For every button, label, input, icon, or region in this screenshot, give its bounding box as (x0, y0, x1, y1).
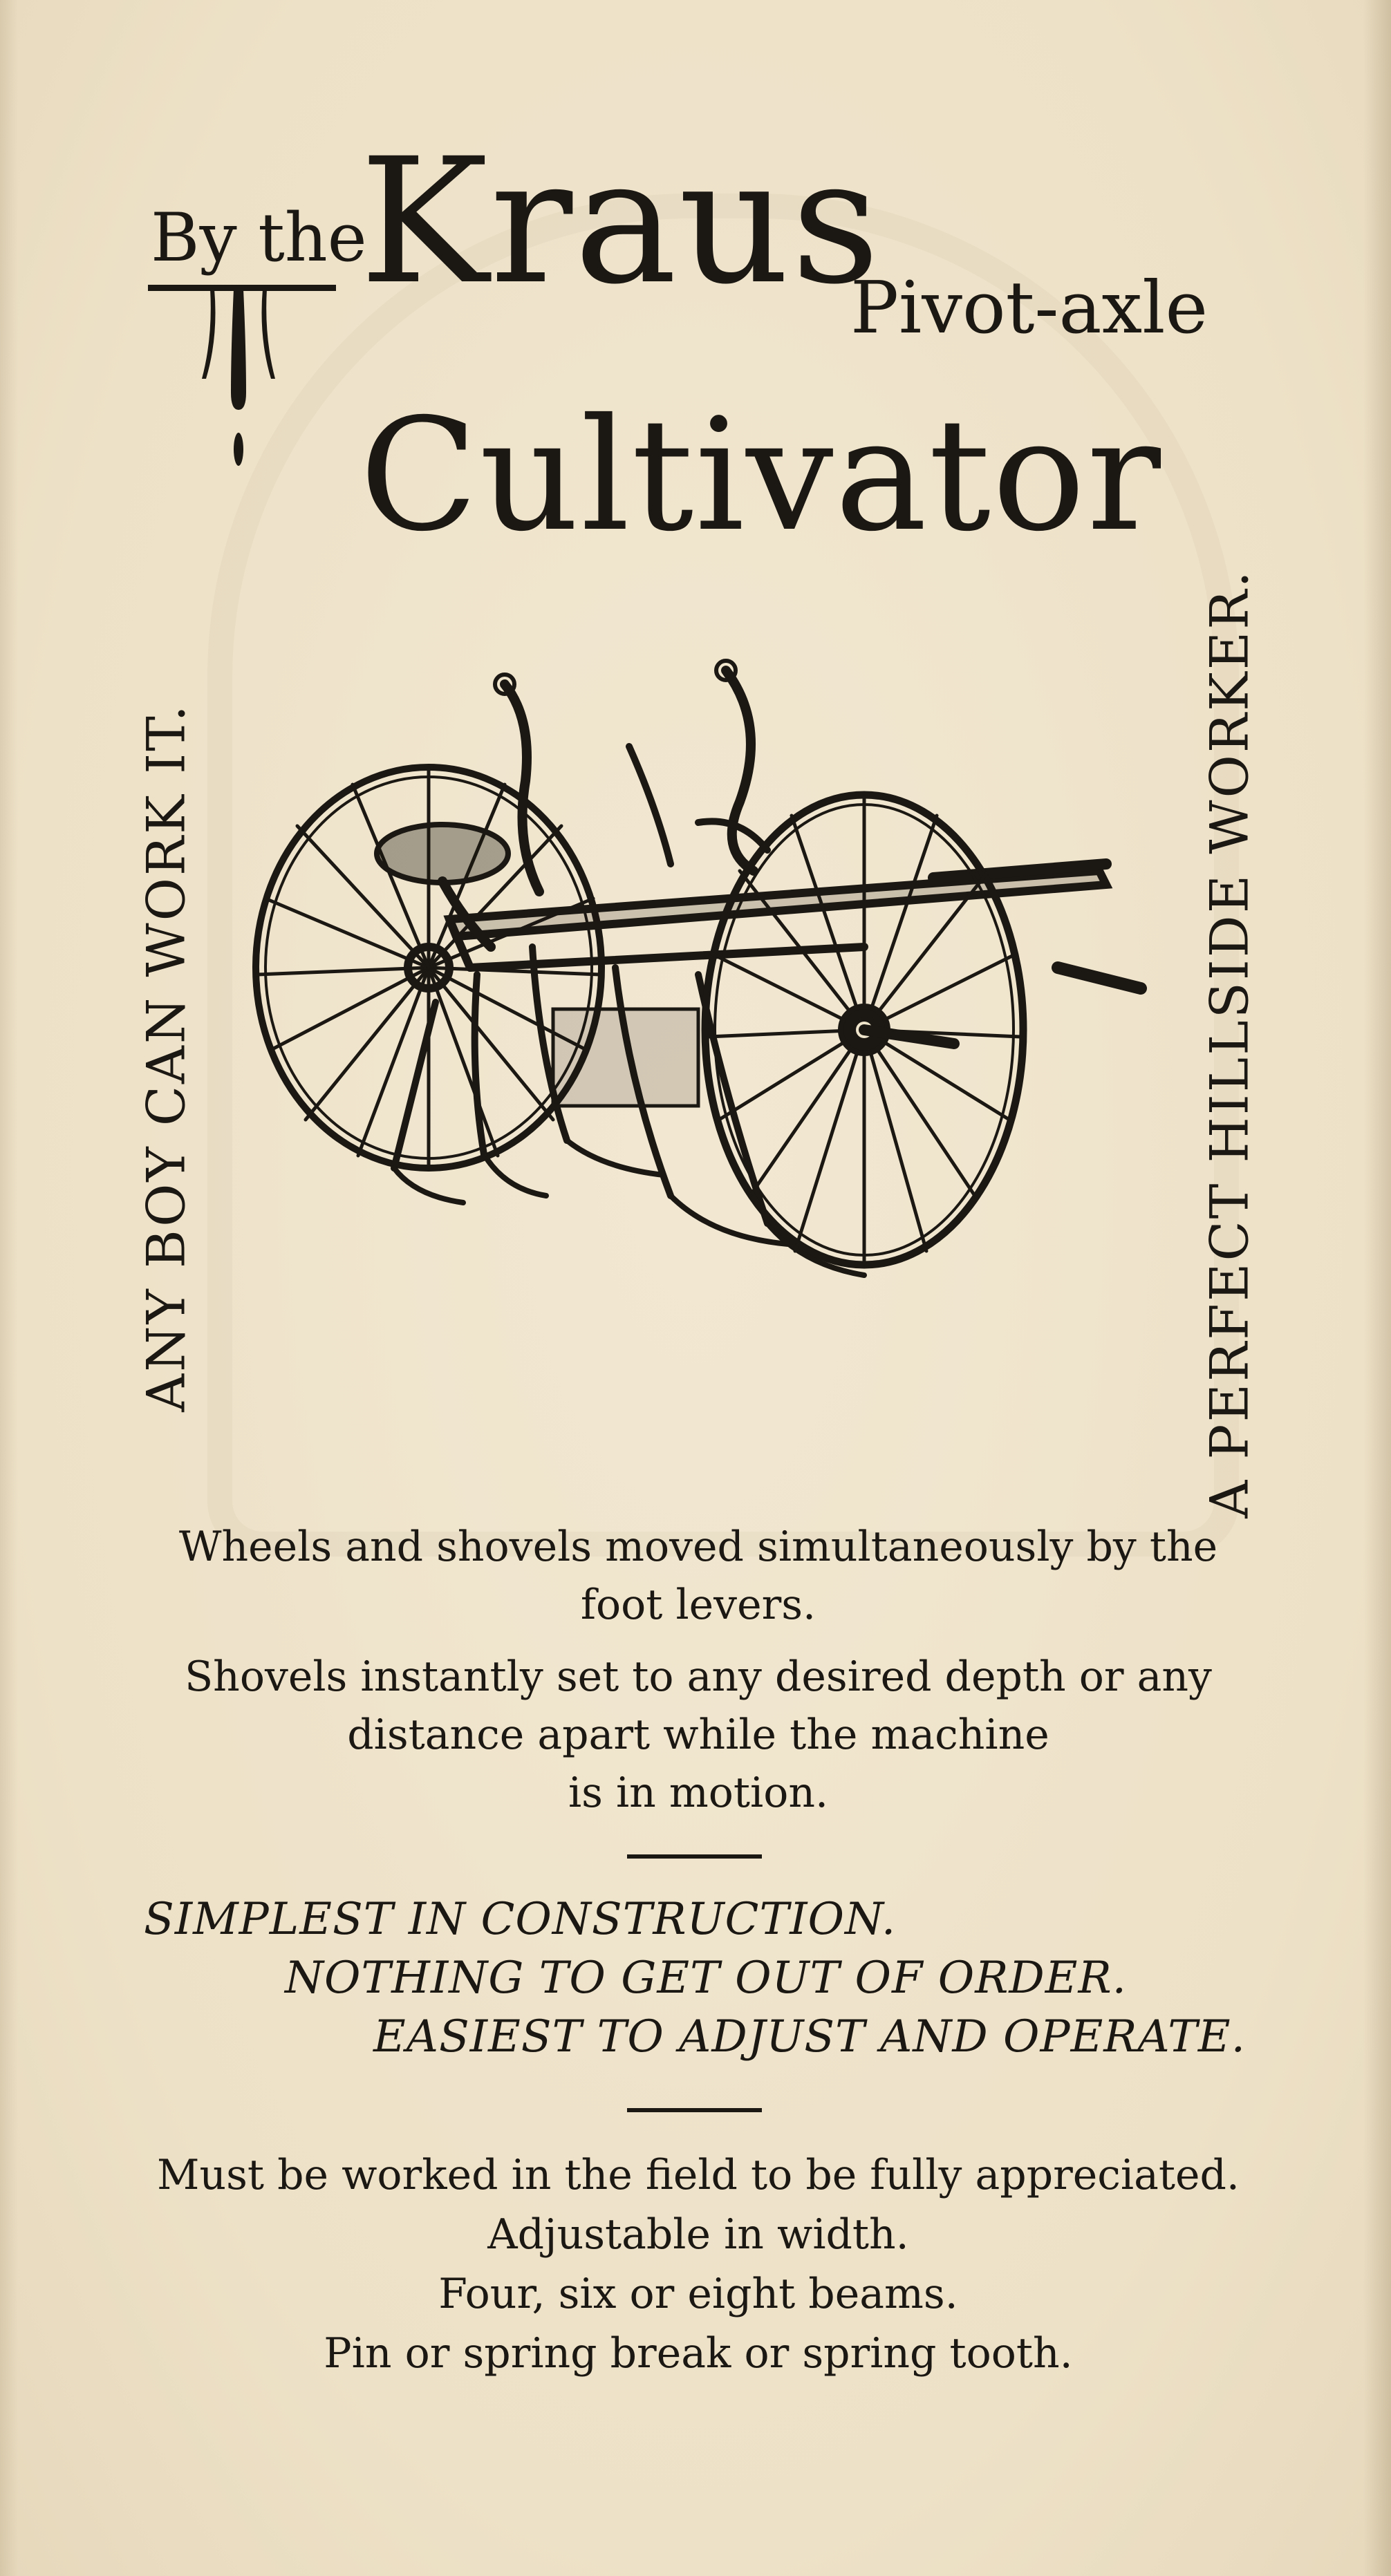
front-wheel-icon (705, 795, 1023, 1265)
heading-brand: Kraus (360, 121, 881, 322)
description-line: foot levers. (580, 1581, 816, 1629)
feature-line: Pin or spring break or spring tooth. (324, 2329, 1073, 2378)
description-paragraph-1 (138, 1518, 1258, 1634)
heading-product: Cultivator (360, 385, 1162, 565)
description-line: Wheels and shovels moved simultaneously by the (178, 1523, 1218, 1571)
description-line: Shovels instantly set to any desired depth or any (185, 1653, 1212, 1701)
claim-line: SIMPLEST IN CONSTRUCTION. (144, 1894, 897, 1945)
heading-model: Pivot-axle (850, 265, 1208, 350)
feature-line: Must be worked in the field to be fully appreciated. (157, 2151, 1240, 2199)
frame-icon (449, 864, 1141, 988)
lever-icon (495, 661, 767, 892)
side-slogan-left: ANY BOY CAN WORK IT. (135, 703, 197, 1412)
claim-line: EASIEST TO ADJUST AND OPERATE. (373, 2011, 1246, 2062)
description-line: is in motion. (568, 1769, 829, 1817)
feature-line: Adjustable in width. (487, 2210, 909, 2259)
divider-rule (627, 1854, 762, 1859)
paper-edge-right (1363, 0, 1391, 2576)
cultivator-engraving-icon (242, 643, 1155, 1424)
heading-by-the: By the (151, 199, 367, 276)
pen-ornament-icon (200, 289, 277, 469)
features-list (138, 2145, 1258, 2383)
paper-edge-left (0, 0, 18, 2576)
description-line: distance apart while the machine (347, 1711, 1049, 1759)
claim-line: NOTHING TO GET OUT OF ORDER. (285, 1953, 1127, 2004)
divider-rule (627, 2108, 762, 2112)
feature-line: Four, six or eight beams. (438, 2270, 958, 2318)
side-slogan-right: A PERFECT HILLSIDE WORKER. (1198, 569, 1260, 1519)
description-paragraph-2 (138, 1648, 1258, 1822)
